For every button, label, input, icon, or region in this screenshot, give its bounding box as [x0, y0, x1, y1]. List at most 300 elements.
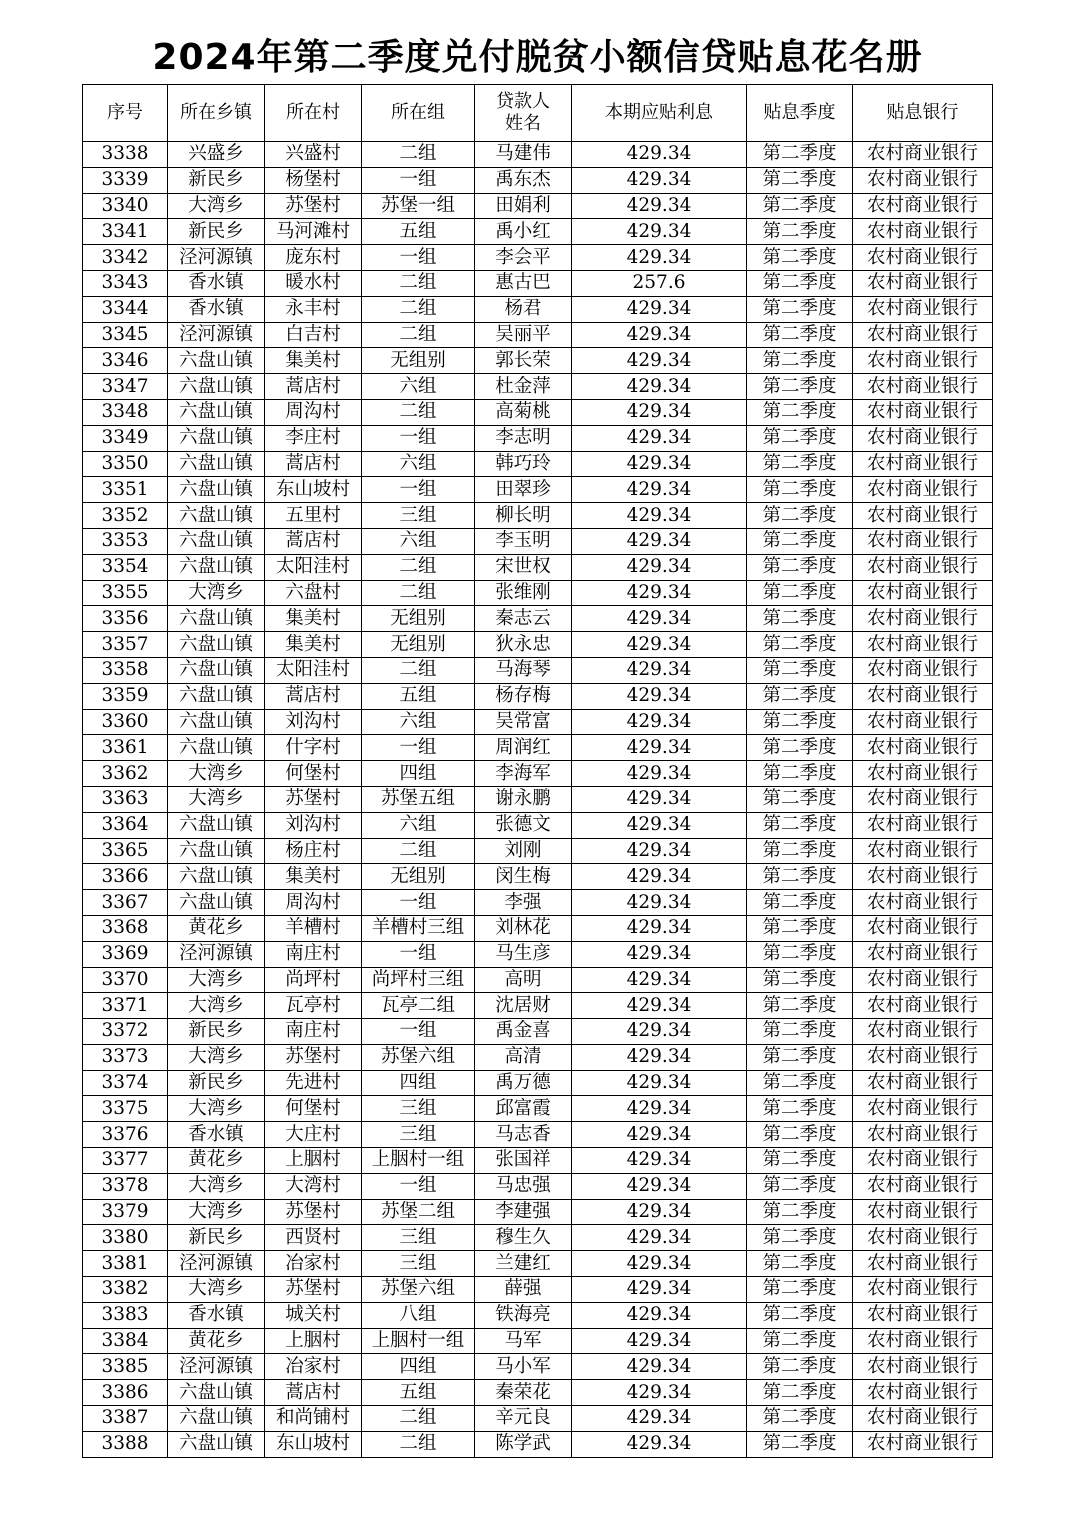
cell-bank: 农村商业银行 — [853, 1406, 993, 1432]
cell-quarter: 第二季度 — [747, 1354, 853, 1380]
cell-village: 永丰村 — [265, 296, 362, 322]
cell-interest: 429.34 — [572, 890, 747, 916]
cell-bank: 农村商业银行 — [853, 761, 993, 787]
cell-village: 苏堡村 — [265, 193, 362, 219]
cell-seq: 3367 — [83, 890, 168, 916]
cell-seq: 3379 — [83, 1199, 168, 1225]
cell-interest: 429.34 — [572, 864, 747, 890]
cell-quarter: 第二季度 — [747, 657, 853, 683]
cell-quarter: 第二季度 — [747, 1122, 853, 1148]
cell-seq: 3355 — [83, 580, 168, 606]
cell-seq: 3364 — [83, 812, 168, 838]
cell-group: 二组 — [362, 1406, 475, 1432]
cell-bank: 农村商业银行 — [853, 322, 993, 348]
table-row — [83, 374, 993, 400]
cell-seq: 3361 — [83, 735, 168, 761]
cell-interest: 429.34 — [572, 477, 747, 503]
cell-bank: 农村商业银行 — [853, 993, 993, 1019]
table-row — [83, 993, 993, 1019]
cell-borrower: 田翠珍 — [475, 477, 572, 503]
cell-village: 暖水村 — [265, 270, 362, 296]
cell-quarter: 第二季度 — [747, 1431, 853, 1457]
cell-interest: 429.34 — [572, 425, 747, 451]
cell-quarter: 第二季度 — [747, 142, 853, 168]
cell-interest: 257.6 — [572, 270, 747, 296]
cell-borrower: 刘刚 — [475, 838, 572, 864]
cell-borrower: 杨君 — [475, 296, 572, 322]
header-borrower — [475, 85, 572, 142]
cell-bank: 农村商业银行 — [853, 1354, 993, 1380]
cell-bank: 农村商业银行 — [853, 193, 993, 219]
cell-quarter: 第二季度 — [747, 761, 853, 787]
cell-group: 无组别 — [362, 632, 475, 658]
cell-group: 六组 — [362, 709, 475, 735]
table-row — [83, 915, 993, 941]
cell-bank: 农村商业银行 — [853, 528, 993, 554]
cell-borrower: 邱富霞 — [475, 1096, 572, 1122]
cell-bank: 农村商业银行 — [853, 890, 993, 916]
table-row — [83, 142, 993, 168]
cell-interest: 429.34 — [572, 1019, 747, 1045]
cell-interest: 429.34 — [572, 761, 747, 787]
table-row — [83, 1019, 993, 1045]
table-row — [83, 554, 993, 580]
cell-seq: 3345 — [83, 322, 168, 348]
cell-group: 一组 — [362, 167, 475, 193]
cell-bank: 农村商业银行 — [853, 1096, 993, 1122]
cell-interest: 429.34 — [572, 219, 747, 245]
cell-group: 六组 — [362, 528, 475, 554]
cell-bank: 农村商业银行 — [853, 1380, 993, 1406]
cell-village: 什字村 — [265, 735, 362, 761]
cell-group: 尚坪村三组 — [362, 967, 475, 993]
cell-group: 上胭村一组 — [362, 1328, 475, 1354]
cell-village: 城关村 — [265, 1302, 362, 1328]
header-seq: 序号 — [83, 85, 168, 142]
cell-village: 六盘村 — [265, 580, 362, 606]
cell-town: 新民乡 — [168, 219, 265, 245]
roster-table — [82, 84, 993, 1458]
cell-village: 集美村 — [265, 606, 362, 632]
cell-village: 何堡村 — [265, 1096, 362, 1122]
table-row — [83, 709, 993, 735]
table-row — [83, 735, 993, 761]
cell-bank: 农村商业银行 — [853, 967, 993, 993]
cell-borrower: 韩巧玲 — [475, 451, 572, 477]
table-row — [83, 941, 993, 967]
cell-town: 六盘山镇 — [168, 348, 265, 374]
cell-borrower: 兰建红 — [475, 1251, 572, 1277]
cell-bank: 农村商业银行 — [853, 941, 993, 967]
cell-group: 一组 — [362, 477, 475, 503]
cell-bank: 农村商业银行 — [853, 812, 993, 838]
cell-town: 黄花乡 — [168, 1328, 265, 1354]
cell-bank: 农村商业银行 — [853, 219, 993, 245]
cell-seq: 3353 — [83, 528, 168, 554]
cell-bank: 农村商业银行 — [853, 348, 993, 374]
cell-seq: 3360 — [83, 709, 168, 735]
cell-quarter: 第二季度 — [747, 632, 853, 658]
cell-bank: 农村商业银行 — [853, 296, 993, 322]
table-row — [83, 245, 993, 271]
cell-seq: 3377 — [83, 1148, 168, 1174]
cell-village: 蒿店村 — [265, 1380, 362, 1406]
cell-town: 六盘山镇 — [168, 477, 265, 503]
cell-village: 冶家村 — [265, 1251, 362, 1277]
cell-interest: 429.34 — [572, 451, 747, 477]
cell-borrower: 谢永鹏 — [475, 786, 572, 812]
cell-interest: 429.34 — [572, 1173, 747, 1199]
cell-interest: 429.34 — [572, 1380, 747, 1406]
cell-group: 二组 — [362, 142, 475, 168]
cell-quarter: 第二季度 — [747, 1044, 853, 1070]
cell-interest: 429.34 — [572, 1225, 747, 1251]
table-row — [83, 1070, 993, 1096]
cell-bank: 农村商业银行 — [853, 632, 993, 658]
cell-quarter: 第二季度 — [747, 1225, 853, 1251]
cell-borrower: 李玉明 — [475, 528, 572, 554]
header-interest: 本期应贴利息 — [572, 85, 747, 142]
cell-borrower: 周润红 — [475, 735, 572, 761]
cell-interest: 429.34 — [572, 993, 747, 1019]
cell-quarter: 第二季度 — [747, 580, 853, 606]
table-row — [83, 1328, 993, 1354]
cell-borrower: 杨存梅 — [475, 683, 572, 709]
cell-seq: 3380 — [83, 1225, 168, 1251]
cell-bank: 农村商业银行 — [853, 1148, 993, 1174]
cell-interest: 429.34 — [572, 735, 747, 761]
cell-seq: 3382 — [83, 1277, 168, 1303]
table-row — [83, 632, 993, 658]
cell-borrower: 辛元良 — [475, 1406, 572, 1432]
cell-bank: 农村商业银行 — [853, 1044, 993, 1070]
cell-borrower: 高明 — [475, 967, 572, 993]
cell-group: 二组 — [362, 554, 475, 580]
cell-town: 六盘山镇 — [168, 683, 265, 709]
cell-town: 黄花乡 — [168, 1148, 265, 1174]
cell-group: 无组别 — [362, 606, 475, 632]
cell-quarter: 第二季度 — [747, 193, 853, 219]
cell-borrower: 禹金喜 — [475, 1019, 572, 1045]
cell-bank: 农村商业银行 — [853, 554, 993, 580]
cell-seq: 3352 — [83, 503, 168, 529]
cell-quarter: 第二季度 — [747, 270, 853, 296]
cell-quarter: 第二季度 — [747, 374, 853, 400]
cell-bank: 农村商业银行 — [853, 580, 993, 606]
cell-group: 无组别 — [362, 348, 475, 374]
cell-quarter: 第二季度 — [747, 1019, 853, 1045]
table-header — [83, 85, 993, 142]
cell-interest: 429.34 — [572, 1406, 747, 1432]
cell-bank: 农村商业银行 — [853, 425, 993, 451]
cell-group: 六组 — [362, 374, 475, 400]
cell-interest: 429.34 — [572, 1199, 747, 1225]
cell-quarter: 第二季度 — [747, 993, 853, 1019]
cell-bank: 农村商业银行 — [853, 477, 993, 503]
cell-quarter: 第二季度 — [747, 1380, 853, 1406]
cell-group: 一组 — [362, 890, 475, 916]
cell-interest: 429.34 — [572, 709, 747, 735]
cell-group: 一组 — [362, 425, 475, 451]
cell-seq: 3371 — [83, 993, 168, 1019]
cell-interest: 429.34 — [572, 348, 747, 374]
table-row — [83, 1199, 993, 1225]
header-town: 所在乡镇 — [168, 85, 265, 142]
cell-borrower: 铁海亮 — [475, 1302, 572, 1328]
cell-town: 新民乡 — [168, 167, 265, 193]
cell-village: 先进村 — [265, 1070, 362, 1096]
table-row — [83, 1096, 993, 1122]
cell-bank: 农村商业银行 — [853, 915, 993, 941]
cell-quarter: 第二季度 — [747, 1277, 853, 1303]
cell-borrower: 高清 — [475, 1044, 572, 1070]
cell-quarter: 第二季度 — [747, 864, 853, 890]
cell-quarter: 第二季度 — [747, 915, 853, 941]
table-row — [83, 606, 993, 632]
cell-town: 大湾乡 — [168, 993, 265, 1019]
cell-town: 六盘山镇 — [168, 425, 265, 451]
cell-town: 大湾乡 — [168, 193, 265, 219]
cell-borrower: 马小军 — [475, 1354, 572, 1380]
table-row — [83, 967, 993, 993]
cell-borrower: 沈居财 — [475, 993, 572, 1019]
cell-borrower: 高菊桃 — [475, 399, 572, 425]
cell-quarter: 第二季度 — [747, 245, 853, 271]
cell-town: 新民乡 — [168, 1019, 265, 1045]
cell-village: 蒿店村 — [265, 528, 362, 554]
cell-seq: 3365 — [83, 838, 168, 864]
cell-seq: 3378 — [83, 1173, 168, 1199]
cell-village: 瓦亭村 — [265, 993, 362, 1019]
cell-town: 大湾乡 — [168, 1199, 265, 1225]
cell-quarter: 第二季度 — [747, 399, 853, 425]
cell-seq: 3341 — [83, 219, 168, 245]
cell-interest: 429.34 — [572, 606, 747, 632]
cell-village: 蒿店村 — [265, 374, 362, 400]
cell-town: 大湾乡 — [168, 580, 265, 606]
cell-group: 二组 — [362, 1431, 475, 1457]
cell-borrower: 李海军 — [475, 761, 572, 787]
cell-village: 羊槽村 — [265, 915, 362, 941]
cell-town: 六盘山镇 — [168, 528, 265, 554]
cell-seq: 3370 — [83, 967, 168, 993]
cell-village: 李庄村 — [265, 425, 362, 451]
cell-quarter: 第二季度 — [747, 477, 853, 503]
cell-interest: 429.34 — [572, 399, 747, 425]
table-row — [83, 580, 993, 606]
cell-interest: 429.34 — [572, 941, 747, 967]
cell-town: 香水镇 — [168, 270, 265, 296]
table-row — [83, 683, 993, 709]
page-title: 2024年第二季度兑付脱贫小额信贷贴息花名册 — [152, 37, 923, 78]
cell-borrower: 马海琴 — [475, 657, 572, 683]
table-row — [83, 1302, 993, 1328]
cell-town: 泾河源镇 — [168, 322, 265, 348]
cell-borrower: 陈学武 — [475, 1431, 572, 1457]
cell-borrower: 禹小红 — [475, 219, 572, 245]
cell-borrower: 惠古巴 — [475, 270, 572, 296]
cell-interest: 429.34 — [572, 245, 747, 271]
cell-group: 二组 — [362, 270, 475, 296]
table-row — [83, 425, 993, 451]
cell-quarter: 第二季度 — [747, 425, 853, 451]
header-borrower-line1: 贷款人 — [496, 91, 550, 112]
table-row — [83, 399, 993, 425]
header-village: 所在村 — [265, 85, 362, 142]
cell-village: 刘沟村 — [265, 812, 362, 838]
cell-village: 庞东村 — [265, 245, 362, 271]
cell-borrower: 李志明 — [475, 425, 572, 451]
cell-interest: 429.34 — [572, 1122, 747, 1148]
cell-village: 冶家村 — [265, 1354, 362, 1380]
cell-group: 苏堡二组 — [362, 1199, 475, 1225]
cell-seq: 3347 — [83, 374, 168, 400]
cell-bank: 农村商业银行 — [853, 1070, 993, 1096]
cell-seq: 3386 — [83, 1380, 168, 1406]
table-row — [83, 812, 993, 838]
table-row — [83, 322, 993, 348]
cell-interest: 429.34 — [572, 1328, 747, 1354]
cell-village: 上胭村 — [265, 1148, 362, 1174]
cell-seq: 3348 — [83, 399, 168, 425]
cell-seq: 3366 — [83, 864, 168, 890]
cell-interest: 429.34 — [572, 1044, 747, 1070]
cell-borrower: 闵生梅 — [475, 864, 572, 890]
cell-village: 太阳洼村 — [265, 554, 362, 580]
cell-interest: 429.34 — [572, 528, 747, 554]
cell-village: 大庄村 — [265, 1122, 362, 1148]
cell-group: 五组 — [362, 683, 475, 709]
cell-seq: 3385 — [83, 1354, 168, 1380]
cell-quarter: 第二季度 — [747, 838, 853, 864]
cell-borrower: 田娟利 — [475, 193, 572, 219]
cell-town: 新民乡 — [168, 1225, 265, 1251]
cell-town: 六盘山镇 — [168, 838, 265, 864]
cell-group: 五组 — [362, 1380, 475, 1406]
cell-bank: 农村商业银行 — [853, 503, 993, 529]
cell-bank: 农村商业银行 — [853, 864, 993, 890]
cell-village: 杨庄村 — [265, 838, 362, 864]
table-row — [83, 1044, 993, 1070]
cell-seq: 3372 — [83, 1019, 168, 1045]
cell-town: 六盘山镇 — [168, 606, 265, 632]
header-row — [83, 85, 993, 142]
cell-village: 太阳洼村 — [265, 657, 362, 683]
cell-seq: 3351 — [83, 477, 168, 503]
cell-borrower: 薛强 — [475, 1277, 572, 1303]
cell-group: 二组 — [362, 838, 475, 864]
cell-bank: 农村商业银行 — [853, 1431, 993, 1457]
cell-seq: 3339 — [83, 167, 168, 193]
cell-town: 香水镇 — [168, 296, 265, 322]
cell-borrower: 李建强 — [475, 1199, 572, 1225]
cell-bank: 农村商业银行 — [853, 786, 993, 812]
cell-quarter: 第二季度 — [747, 1148, 853, 1174]
cell-interest: 429.34 — [572, 1277, 747, 1303]
table-row — [83, 1431, 993, 1457]
cell-seq: 3369 — [83, 941, 168, 967]
cell-village: 何堡村 — [265, 761, 362, 787]
cell-bank: 农村商业银行 — [853, 735, 993, 761]
cell-quarter: 第二季度 — [747, 1251, 853, 1277]
cell-bank: 农村商业银行 — [853, 683, 993, 709]
cell-quarter: 第二季度 — [747, 503, 853, 529]
cell-borrower: 张维刚 — [475, 580, 572, 606]
cell-quarter: 第二季度 — [747, 296, 853, 322]
cell-borrower: 宋世权 — [475, 554, 572, 580]
cell-borrower: 郭长荣 — [475, 348, 572, 374]
cell-village: 东山坡村 — [265, 1431, 362, 1457]
cell-town: 六盘山镇 — [168, 632, 265, 658]
cell-quarter: 第二季度 — [747, 219, 853, 245]
cell-interest: 429.34 — [572, 657, 747, 683]
cell-seq: 3363 — [83, 786, 168, 812]
cell-town: 泾河源镇 — [168, 941, 265, 967]
table-row — [83, 1251, 993, 1277]
cell-quarter: 第二季度 — [747, 941, 853, 967]
cell-village: 五里村 — [265, 503, 362, 529]
table-row — [83, 1225, 993, 1251]
cell-town: 香水镇 — [168, 1302, 265, 1328]
cell-seq: 3375 — [83, 1096, 168, 1122]
cell-quarter: 第二季度 — [747, 735, 853, 761]
cell-town: 泾河源镇 — [168, 1251, 265, 1277]
table-row — [83, 657, 993, 683]
cell-village: 尚坪村 — [265, 967, 362, 993]
cell-village: 和尚铺村 — [265, 1406, 362, 1432]
table-row — [83, 528, 993, 554]
cell-village: 集美村 — [265, 864, 362, 890]
cell-seq: 3338 — [83, 142, 168, 168]
cell-seq: 3349 — [83, 425, 168, 451]
table-row — [83, 503, 993, 529]
cell-town: 六盘山镇 — [168, 709, 265, 735]
cell-village: 蒿店村 — [265, 451, 362, 477]
cell-borrower: 张国祥 — [475, 1148, 572, 1174]
cell-group: 二组 — [362, 657, 475, 683]
cell-group: 二组 — [362, 399, 475, 425]
cell-town: 大湾乡 — [168, 967, 265, 993]
cell-borrower: 李强 — [475, 890, 572, 916]
cell-interest: 429.34 — [572, 167, 747, 193]
cell-quarter: 第二季度 — [747, 1328, 853, 1354]
cell-bank: 农村商业银行 — [853, 270, 993, 296]
cell-bank: 农村商业银行 — [853, 709, 993, 735]
cell-seq: 3376 — [83, 1122, 168, 1148]
cell-group: 六组 — [362, 812, 475, 838]
cell-quarter: 第二季度 — [747, 709, 853, 735]
header-bank: 贴息银行 — [853, 85, 993, 142]
cell-seq: 3374 — [83, 1070, 168, 1096]
table-row — [83, 1173, 993, 1199]
cell-town: 泾河源镇 — [168, 245, 265, 271]
cell-village: 周沟村 — [265, 890, 362, 916]
cell-village: 西贤村 — [265, 1225, 362, 1251]
header-group: 所在组 — [362, 85, 475, 142]
cell-group: 四组 — [362, 761, 475, 787]
cell-group: 羊槽村三组 — [362, 915, 475, 941]
cell-group: 四组 — [362, 1070, 475, 1096]
cell-borrower: 柳长明 — [475, 503, 572, 529]
cell-town: 六盘山镇 — [168, 1406, 265, 1432]
cell-group: 三组 — [362, 1251, 475, 1277]
cell-group: 苏堡五组 — [362, 786, 475, 812]
cell-interest: 429.34 — [572, 967, 747, 993]
cell-seq: 3342 — [83, 245, 168, 271]
cell-group: 一组 — [362, 245, 475, 271]
cell-village: 苏堡村 — [265, 1277, 362, 1303]
cell-town: 大湾乡 — [168, 1277, 265, 1303]
